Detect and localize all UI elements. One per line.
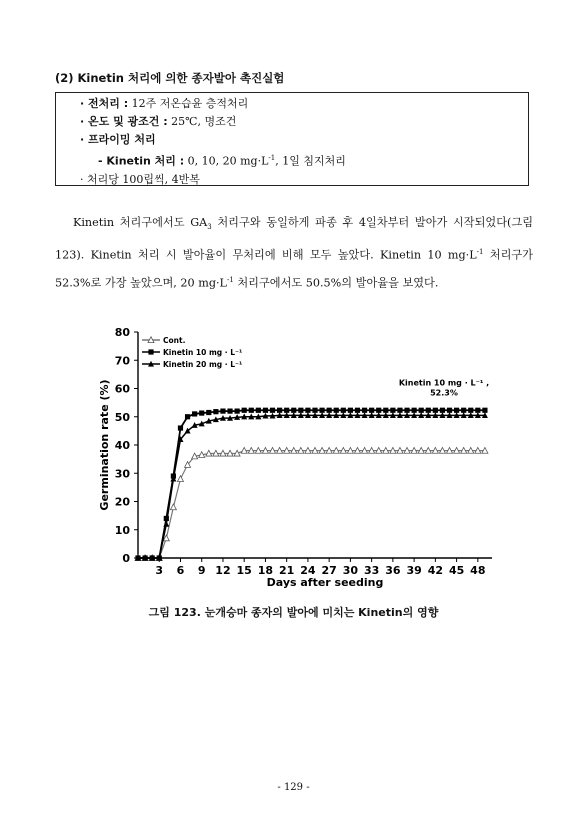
paragraph-text: 처리구가 52.3%로 가장 높았으며, 20 mg·L [55, 248, 533, 290]
series-line [138, 410, 485, 558]
data-point [305, 408, 310, 413]
condition-label: - Kinetin 처리 : [98, 154, 185, 168]
data-point [213, 409, 218, 414]
data-point [482, 408, 487, 413]
data-point [185, 414, 190, 419]
data-point [397, 408, 402, 413]
data-point [227, 409, 232, 414]
germination-chart [92, 320, 502, 590]
data-point [412, 408, 417, 413]
y-tick-label: 20 [114, 495, 130, 509]
data-point [298, 408, 303, 413]
page-number: - 129 - [277, 782, 310, 793]
y-tick-label: 40 [114, 439, 130, 452]
superscript: -1 [268, 154, 276, 162]
data-point [419, 408, 424, 413]
data-point [327, 408, 332, 413]
data-point [362, 408, 367, 413]
legend-label: Kinetin 10 mg · L⁻¹ [163, 348, 243, 357]
data-point [249, 408, 254, 413]
experiment-conditions-box [55, 92, 529, 186]
condition-value: 0, 10, 20 mg·L [184, 154, 269, 168]
y-tick-label: 50 [114, 410, 130, 424]
data-point [454, 408, 459, 413]
data-point [461, 408, 466, 413]
data-point [270, 408, 275, 413]
data-point [277, 408, 282, 413]
x-tick-label: 12 [215, 564, 231, 577]
data-point [447, 408, 452, 413]
y-tick-label: 30 [114, 467, 130, 481]
y-tick-label: 80 [114, 326, 130, 339]
annotation-text: Kinetin 10 mg · L⁻¹ , [398, 378, 490, 388]
data-point [341, 408, 346, 413]
subscript: 3 [207, 223, 212, 232]
condition-value: · 처리당 100립씩, 4반복 [80, 172, 200, 186]
data-point [390, 408, 395, 413]
superscript: -1 [226, 275, 234, 284]
data-point [170, 504, 176, 510]
germination-chart-svg [92, 320, 502, 590]
x-tick-label: 9 [197, 564, 206, 577]
x-tick-label: 3 [155, 564, 164, 577]
results-paragraph [55, 210, 533, 296]
data-point [242, 408, 247, 413]
x-tick-label: 24 [300, 564, 316, 577]
x-tick-label: 30 [342, 564, 359, 577]
x-tick-label: 18 [257, 564, 274, 577]
x-tick-label: 48 [470, 564, 486, 577]
data-point [348, 408, 353, 413]
data-point [376, 408, 381, 413]
superscript: -1 [476, 248, 484, 257]
y-tick-label: 10 [114, 523, 130, 537]
condition-priming [56, 131, 528, 149]
data-point [177, 476, 183, 482]
legend [142, 336, 242, 369]
data-point [355, 408, 360, 413]
data-point [426, 408, 431, 413]
condition-label: · 프라이밍 처리 [80, 133, 156, 146]
x-tick-label: 21 [279, 564, 295, 577]
figure-caption: 그림 123. 눈개승마 종자의 발아에 미치는 Kinetin의 영향 [148, 606, 439, 619]
data-point [192, 411, 197, 416]
y-tick-label: 60 [114, 382, 130, 396]
data-point [433, 408, 438, 413]
condition-label: · 온도 및 광조건 : [80, 115, 168, 128]
x-tick-label: 6 [176, 564, 185, 577]
paragraph-text: 처리구에서도 50.5%의 발아율을 보였다. [233, 276, 439, 290]
data-point [440, 408, 445, 413]
annotation-text: 52.3% [430, 388, 458, 398]
data-point [369, 408, 374, 413]
data-point [263, 408, 268, 413]
x-tick-label: 45 [448, 564, 465, 577]
data-point [163, 521, 169, 527]
data-point [404, 408, 409, 413]
x-tick-label: 42 [427, 564, 444, 577]
paragraph-text: Kinetin 처리구에서도 GA [73, 216, 208, 229]
condition-value: , 1일 침지처리 [275, 154, 346, 168]
condition-pretreatment [56, 95, 528, 113]
data-point [383, 408, 388, 413]
data-point [220, 409, 225, 414]
data-point [206, 410, 211, 415]
y-axis-label: Germination rate (%) [98, 379, 111, 511]
condition-label: · 전처리 : [80, 97, 129, 110]
condition-replicates [56, 171, 528, 189]
x-tick-label: 36 [385, 564, 401, 577]
paragraph-text: 처리구와 동일하게 파종 후 4일차부터 발아가 시작되었다(그림 123). Kinetin 처리 시 발아율이 무처리에 비해 모두 높았다. Kinetin 10 mg·L [55, 216, 533, 262]
data-point [256, 408, 261, 413]
data-point [475, 408, 480, 413]
data-point [199, 410, 204, 415]
legend-label: Cont. [163, 336, 186, 345]
condition-temperature-light [56, 113, 528, 131]
series-2 [135, 412, 488, 560]
y-tick-label: 0 [122, 552, 130, 565]
x-axis-label: Days after seeding [266, 576, 384, 589]
data-point [235, 409, 240, 414]
data-point [334, 408, 339, 413]
x-tick-label: 33 [363, 564, 380, 577]
data-point [178, 425, 183, 430]
data-point [319, 408, 324, 413]
section-title: (2) Kinetin 처리에 의한 종자발아 촉진실험 [55, 71, 285, 85]
condition-value: 12주 저온습윤 층적처리 [128, 97, 249, 110]
data-point [468, 408, 473, 413]
series-0 [135, 447, 488, 560]
condition-value: 25℃, 명조건 [167, 115, 237, 128]
x-tick-label: 39 [406, 564, 422, 577]
legend-label: Kinetin 20 mg · L⁻¹ [163, 360, 243, 369]
data-point [312, 408, 317, 413]
series-line [138, 415, 485, 558]
x-tick-label: 15 [236, 564, 252, 577]
data-point [284, 408, 289, 413]
x-tick-label: 27 [321, 564, 337, 577]
condition-kinetin [56, 149, 528, 171]
y-tick-label: 70 [114, 354, 130, 368]
data-point [148, 349, 153, 354]
data-point [291, 408, 296, 413]
